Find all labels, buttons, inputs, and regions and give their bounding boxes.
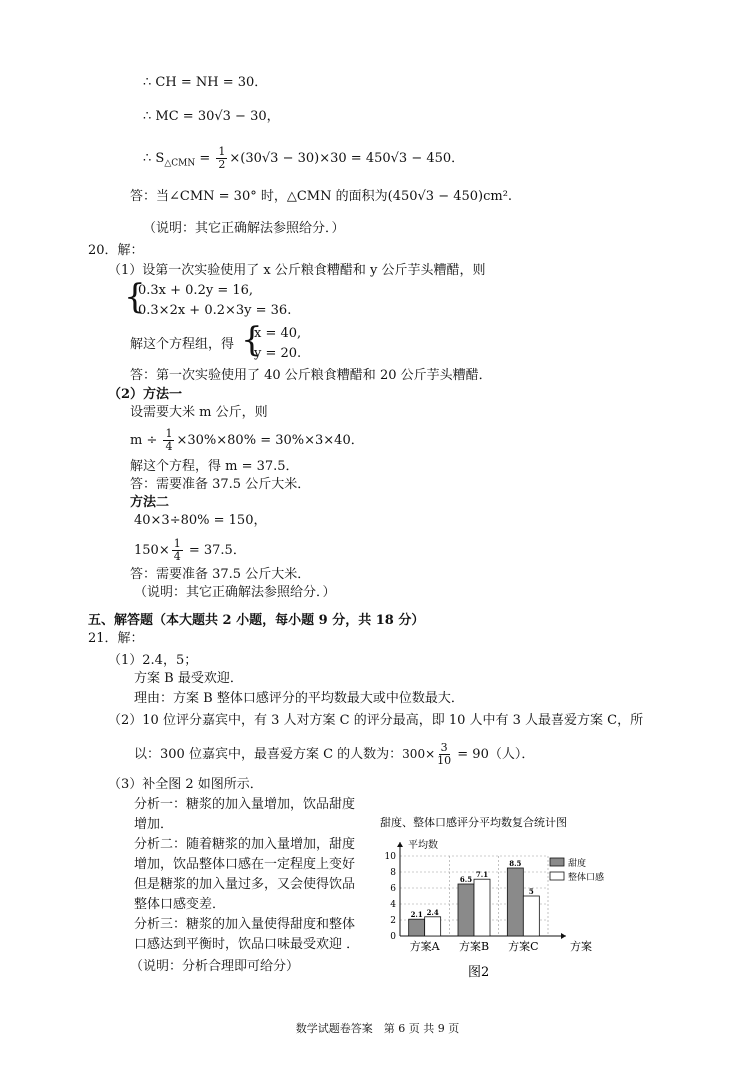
y-tick-label: 6	[390, 884, 396, 894]
method-1-setup: 设需要大米 m 公斤，则	[130, 405, 268, 420]
bar	[409, 919, 425, 936]
y-tick-label: 10	[384, 852, 396, 862]
q20-part1: （1）设第一次实验使用了 x 公斤粮食糟醋和 y 公斤芋头糟醋，则	[108, 263, 486, 278]
analysis-2c: 但是糖浆的加入量过多，又会使得饮品	[134, 877, 356, 892]
bar	[474, 879, 490, 936]
fraction-den: 2	[218, 158, 226, 171]
answer-q20-1: 答：第一次实验使用了 40 公斤粮食糟醋和 20 公斤芋头糟醋．	[130, 368, 492, 383]
fraction-half	[216, 146, 227, 171]
method-1-answer: 答：需要准备 37.5 公斤大米．	[130, 477, 311, 492]
bar-value-label: 6.5	[459, 875, 473, 884]
chart-sweetness-taste	[372, 808, 632, 983]
line-area	[143, 146, 464, 173]
q21-part2-calc	[134, 742, 534, 767]
fraction-den: 10	[437, 754, 452, 767]
bar-value-label: 7.1	[475, 870, 489, 880]
m2-post: = 37.5．	[184, 543, 246, 558]
legend-label: 甜度	[568, 859, 587, 869]
x-tick-label: 方案A	[409, 940, 440, 953]
note-2: （说明：其它正确解法参照给分．）	[134, 585, 336, 600]
bar	[507, 868, 523, 936]
y-tick-label: 2	[390, 916, 396, 926]
area-prefix: ∴ S	[143, 151, 165, 166]
chart-title: 甜度、整体口感评分平均数复合统计图	[380, 816, 567, 829]
m-div: m ÷	[130, 433, 162, 448]
method-1-equation	[130, 428, 364, 453]
page-footer: 数学试题卷答案 第 6 页 共 9 页	[295, 1022, 460, 1035]
x-axis-label: 方案	[570, 940, 592, 953]
y-tick-label: 4	[390, 900, 396, 910]
analysis-2b: 增加，饮品整体口感在一定程度上变好	[134, 857, 356, 872]
method-2-step2	[134, 538, 246, 563]
method-2-answer: 答：需要准备 37.5 公斤大米．	[130, 567, 311, 582]
bar	[458, 884, 474, 936]
line-ch-nh: ∴ CH = NH = 30．	[143, 75, 268, 90]
solution-x: x = 40,	[254, 326, 302, 341]
line-mc: ∴ MC = 30√3 − 30，	[143, 109, 280, 124]
section-5-heading: 五、解答题（本大题共 2 小题，每小题 9 分，共 18 分）	[88, 613, 425, 628]
fraction-den: 4	[165, 440, 173, 453]
fraction-three-tenths	[437, 742, 451, 767]
equation-1: 0.3x + 0.2y = 16,	[138, 283, 254, 298]
legend-label: 整体口感	[568, 873, 605, 883]
analysis-3a: 分析三：糖浆的加入量使得甜度和整体	[134, 917, 356, 932]
m-eq-rest: ×30%×80% = 30%×3×40．	[176, 433, 364, 448]
q21-part2: （2）10 位评分嘉宾中，有 3 人对方案 C 的评分最高，即 10 人中有 3 人最喜爱方案 C，所	[108, 713, 644, 728]
q21-heading: 21．解：	[88, 631, 144, 646]
area-expr: ×(30√3 − 30)×30 = 450√3 − 450．	[229, 151, 465, 166]
y-tick-label: 0	[390, 932, 396, 942]
method-1-heading: （2）方法一	[108, 387, 183, 402]
bar-value-label: 5	[528, 887, 534, 896]
fraction-quarter-2	[172, 538, 183, 563]
q21-part3: （3）补全图 2 如图所示．	[108, 777, 263, 792]
analysis-1a: 分析一：糖浆的加入量增加，饮品甜度	[134, 797, 356, 812]
calc-mid: 300×	[402, 747, 436, 761]
q21-part1: （1）2.4，5；	[108, 653, 198, 668]
analysis-3b: 口感达到平衡时，饮品口味最受欢迎 ．	[134, 937, 360, 952]
brace-solution: {	[241, 320, 263, 360]
method-2-step1: 40×3÷80% = 150，	[134, 513, 267, 528]
analysis-note: （说明：分析合理即可给分）	[130, 959, 300, 974]
bar-value-label: 8.5	[509, 859, 522, 868]
q21-reason: 理由：方案 B 整体口感评分的平均数最大或中位数最大．	[134, 691, 464, 706]
fraction-num: 3	[440, 741, 448, 754]
m2-pre: 150×	[134, 543, 170, 558]
bar-value-label: 2.4	[426, 907, 439, 917]
brace-system: {	[124, 277, 146, 317]
analysis-2a: 分析二：随着糖浆的加入量增加，甜度	[134, 837, 356, 852]
method-1-solve: 解这个方程，得 m = 37.5．	[130, 459, 299, 474]
x-tick-label: 方案C	[508, 940, 539, 953]
area-subscript: △CMN	[164, 158, 196, 169]
answer-area: 答：当∠CMN = 30° 时，△CMN 的面积为(450√3 − 450)cm².	[130, 189, 513, 204]
fraction-den: 4	[173, 550, 181, 563]
fraction-num: 1	[218, 145, 226, 158]
area-eq: =	[195, 151, 215, 166]
analysis-1b: 增加．	[134, 817, 174, 832]
q21-favorite: 方案 B 最受欢迎．	[134, 671, 243, 686]
equation-2: 0.3×2x + 0.2×3y = 36.	[138, 303, 292, 318]
y-axis-arrow	[397, 842, 403, 847]
method-2-heading: 方法二	[130, 495, 170, 510]
bar	[523, 896, 539, 936]
chart-caption: 图2	[468, 965, 490, 980]
y-axis-label: 平均数	[408, 840, 438, 851]
solve-text: 解这个方程组，得	[130, 337, 235, 352]
fraction-num: 1	[165, 427, 173, 440]
bar	[425, 917, 441, 936]
note-1: （说明：其它正确解法参照给分．）	[143, 221, 345, 236]
x-tick-label: 方案B	[458, 940, 490, 953]
bar-value-label: 2.1	[410, 910, 423, 920]
legend-swatch	[550, 872, 564, 880]
fraction-quarter	[163, 428, 174, 453]
calc-post: = 90（人）．	[453, 747, 535, 762]
q20-heading: 20．解：	[88, 243, 144, 258]
analysis-2d: 整体口感变差．	[134, 897, 226, 912]
legend-swatch	[550, 858, 564, 866]
solution-y: y = 20.	[254, 346, 302, 361]
fraction-num: 1	[173, 537, 181, 550]
y-tick-label: 8	[390, 868, 396, 878]
calc-pre: 以：300 位嘉宾中，最喜爱方案 C 的人数为：	[134, 747, 403, 762]
x-axis-arrow	[561, 933, 566, 939]
